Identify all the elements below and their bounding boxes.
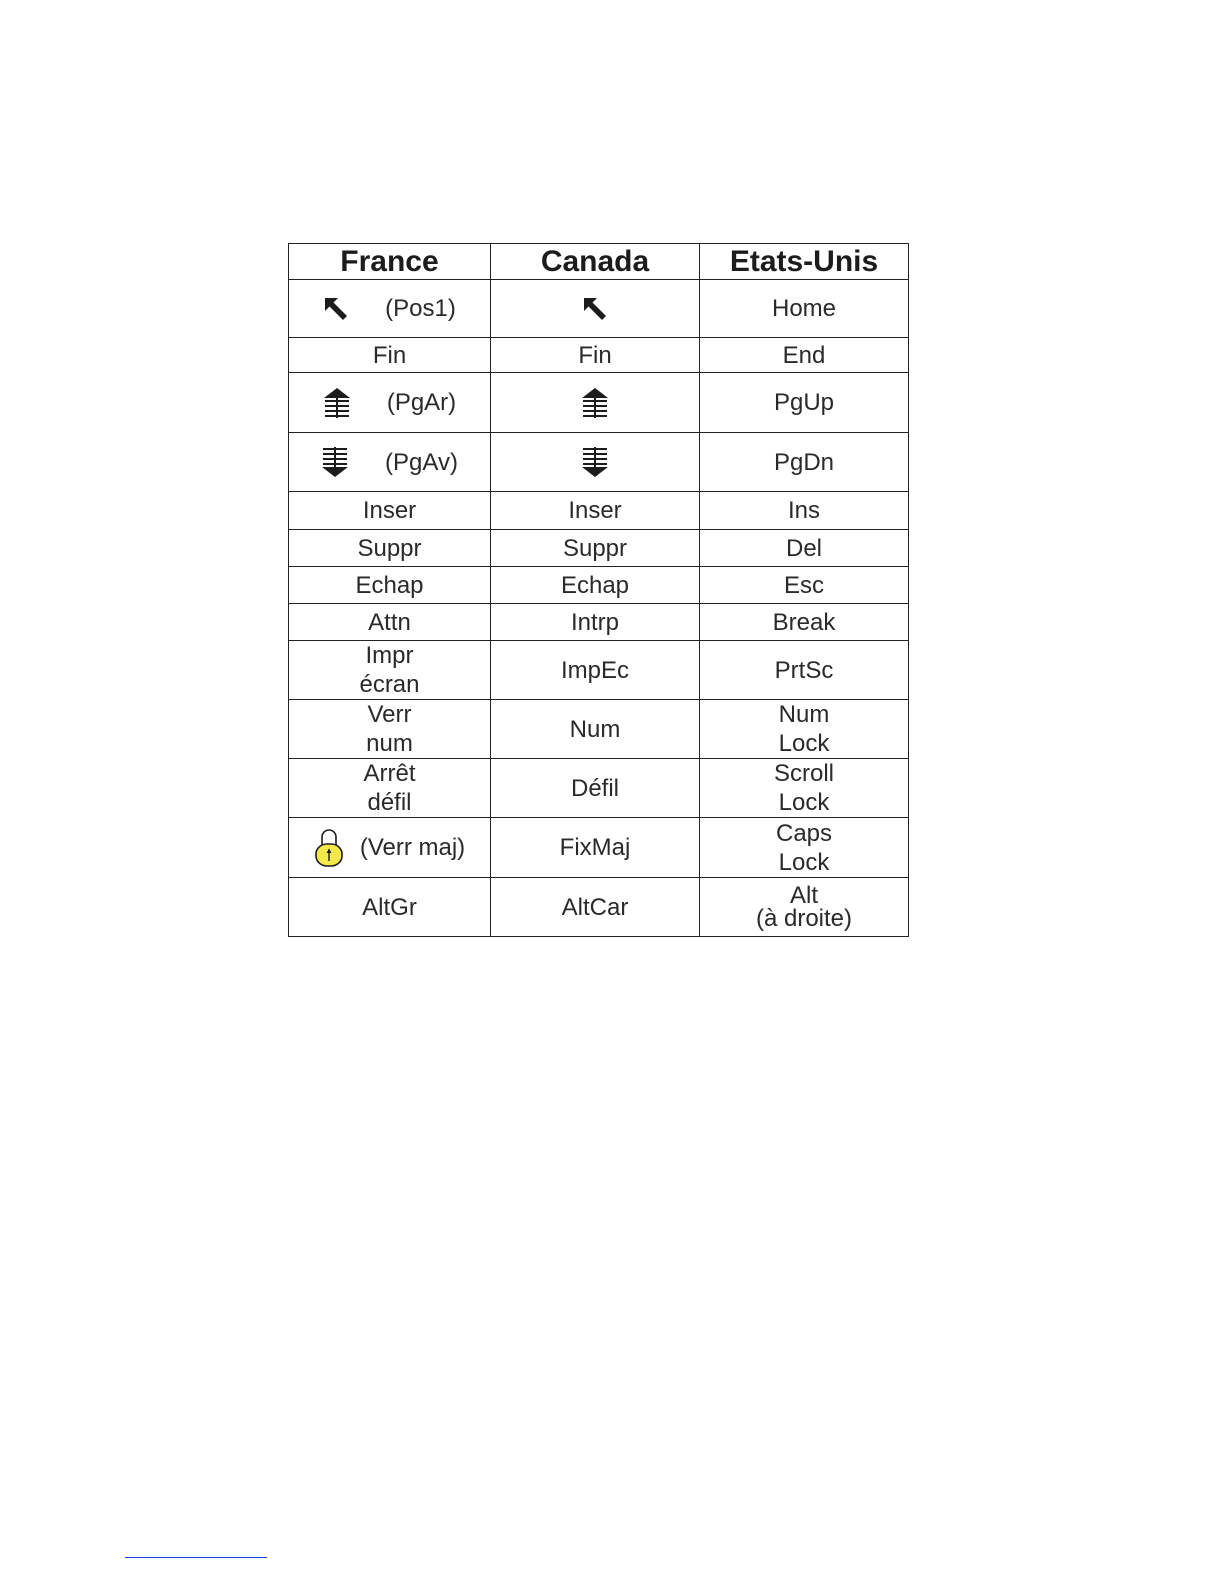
cell-text-line2: défil <box>367 789 412 816</box>
table-row <box>289 641 909 700</box>
table-row <box>289 280 909 338</box>
cell-usa: Home <box>700 280 909 338</box>
table-row <box>289 492 909 530</box>
cell-france: Fin <box>289 338 491 373</box>
cell-usa: PgUp <box>700 373 909 433</box>
cell-france: AltGr <box>289 878 491 937</box>
cell-canada: Inser <box>491 492 700 530</box>
cell-france: Suppr <box>289 530 491 567</box>
page-up-icon <box>323 387 351 419</box>
cell-usa: Esc <box>700 567 909 604</box>
cell-usa <box>700 878 909 937</box>
table-row <box>289 530 909 567</box>
cell-text-line1: Verr <box>367 701 412 728</box>
footnote-separator-rule <box>125 1557 267 1558</box>
home-arrow-icon <box>323 296 349 322</box>
page-up-icon <box>581 387 609 419</box>
cell-france <box>289 280 491 338</box>
home-arrow-icon <box>582 296 608 322</box>
keyboard-equivalence-table <box>288 243 909 937</box>
cell-text: (PgAv) <box>385 448 458 476</box>
cell-text-line1: Caps <box>775 819 833 847</box>
table-row <box>289 567 909 604</box>
cell-usa <box>700 700 909 759</box>
header-row <box>289 244 909 280</box>
cell-usa: PgDn <box>700 433 909 492</box>
cell-france: Inser <box>289 492 491 530</box>
cell-text-line2: num <box>366 730 413 757</box>
header-usa: Etats-Unis <box>700 244 909 280</box>
table-row <box>289 433 909 492</box>
cell-canada <box>491 433 700 492</box>
cell-france <box>289 700 491 759</box>
table-row <box>289 759 909 818</box>
cell-text-line2: Lock <box>778 848 830 876</box>
page-down-icon <box>581 446 609 478</box>
cell-canada: Défil <box>491 759 700 818</box>
cell-text-line2: écran <box>359 671 420 698</box>
table-row <box>289 700 909 759</box>
cell-usa: Break <box>700 604 909 641</box>
cell-canada: Num <box>491 700 700 759</box>
table-row <box>289 818 909 878</box>
header-france: France <box>289 244 491 280</box>
cell-text: (Pos1) <box>385 295 456 322</box>
cell-text: (Verr maj) <box>359 834 466 861</box>
cell-canada: AltCar <box>491 878 700 937</box>
cell-usa: End <box>700 338 909 373</box>
cell-france: Echap <box>289 567 491 604</box>
cell-france <box>289 759 491 818</box>
cell-text-line1: Arrêt <box>363 760 416 787</box>
cell-canada: Intrp <box>491 604 700 641</box>
cell-canada: ImpEc <box>491 641 700 700</box>
cell-text-line1: Impr <box>365 642 414 669</box>
cell-france <box>289 433 491 492</box>
table-row <box>289 878 909 937</box>
cell-france: Attn <box>289 604 491 641</box>
table-row <box>289 338 909 373</box>
page-down-icon <box>321 446 349 478</box>
cell-text-line1: Num <box>778 701 830 728</box>
table-row <box>289 604 909 641</box>
table-row <box>289 373 909 433</box>
cell-usa: Ins <box>700 492 909 530</box>
cell-text: (PgAr) <box>386 389 457 416</box>
cell-text-line2: Lock <box>778 730 830 757</box>
cell-canada <box>491 280 700 338</box>
cell-text-line1: Alt <box>789 882 818 909</box>
cell-text-line2: Lock <box>778 789 830 816</box>
cell-canada: Suppr <box>491 530 700 567</box>
cell-usa <box>700 759 909 818</box>
cell-canada <box>491 373 700 433</box>
cell-text-line2: (à droite) <box>755 905 853 932</box>
cell-usa: Del <box>700 530 909 567</box>
cell-canada: FixMaj <box>491 818 700 878</box>
cell-canada: Echap <box>491 567 700 604</box>
cell-france <box>289 641 491 700</box>
cell-text-line1: Scroll <box>773 760 834 787</box>
caps-lock-padlock-icon <box>314 827 344 869</box>
cell-usa: PrtSc <box>700 641 909 700</box>
cell-canada: Fin <box>491 338 700 373</box>
cell-france <box>289 373 491 433</box>
header-canada: Canada <box>491 244 700 280</box>
cell-usa <box>700 818 909 878</box>
cell-france <box>289 818 491 878</box>
